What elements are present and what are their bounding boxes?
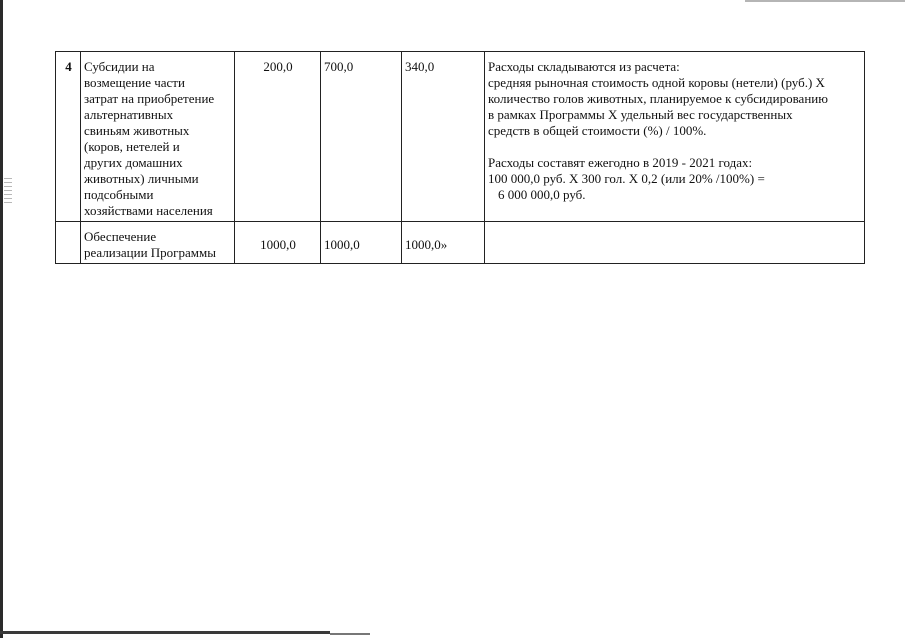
scan-noise-mark [4,178,12,206]
calculation-text [485,222,865,264]
item-name-line: хозяйствами населения [84,203,213,218]
item-name-line: Субсидии на [84,59,155,74]
value-year-3: 340,0 [402,52,485,222]
scan-edge-bottom [0,631,330,634]
value-year-2: 1000,0 [321,222,402,264]
calculation-line: средняя рыночная стоимость одной коровы (нетели) (руб.) Х [488,75,825,90]
item-name-line: Обеспечение [84,229,157,244]
calculation-line: 100 000,0 руб. Х 300 гол. Х 0,2 (или 20% /100%) = [488,171,765,186]
calculation-line: Расходы составят ежегодно в 2019 - 2021 годах: [488,155,753,170]
scan-edge-left [0,0,3,638]
item-name [81,52,235,222]
value-year-3: 1000,0» [402,222,485,264]
item-name-line: (коров, нетелей и [84,139,180,154]
paragraph-gap [488,139,862,155]
table-row [56,52,865,222]
value-year-1: 200,0 [235,52,321,222]
calculation-line: Расходы складываются из расчета: [488,59,680,74]
item-name-line: затрат на приобретение [84,91,215,106]
value-year-1: 1000,0 [235,222,321,264]
item-name-line: подсобными [84,187,154,202]
row-number: 4 [56,52,81,222]
item-name-line: животных) личными [84,171,199,186]
scan-edge-top [745,0,905,2]
calculation-text [485,52,865,222]
calculation-line: в рамках Программы Х удельный вес государственных [488,107,793,122]
item-name-line: других домашних [84,155,183,170]
budget-table [55,51,865,264]
table-row [56,222,865,264]
item-name-line: альтернативных [84,107,174,122]
item-name-line: возмещение части [84,75,185,90]
calculation-result: 6 000 000,0 руб. [498,187,586,202]
scan-edge-bottom-fragment [330,633,370,635]
calculation-line: средств в общей стоимости (%) / 100%. [488,123,707,138]
item-name [81,222,235,264]
value-year-2: 700,0 [321,52,402,222]
calculation-line: количество голов животных, планируемое к субсидированию [488,91,828,106]
item-name-line: реализации Программы [84,245,216,260]
row-number [56,222,81,264]
item-name-line: свиньям животных [84,123,190,138]
